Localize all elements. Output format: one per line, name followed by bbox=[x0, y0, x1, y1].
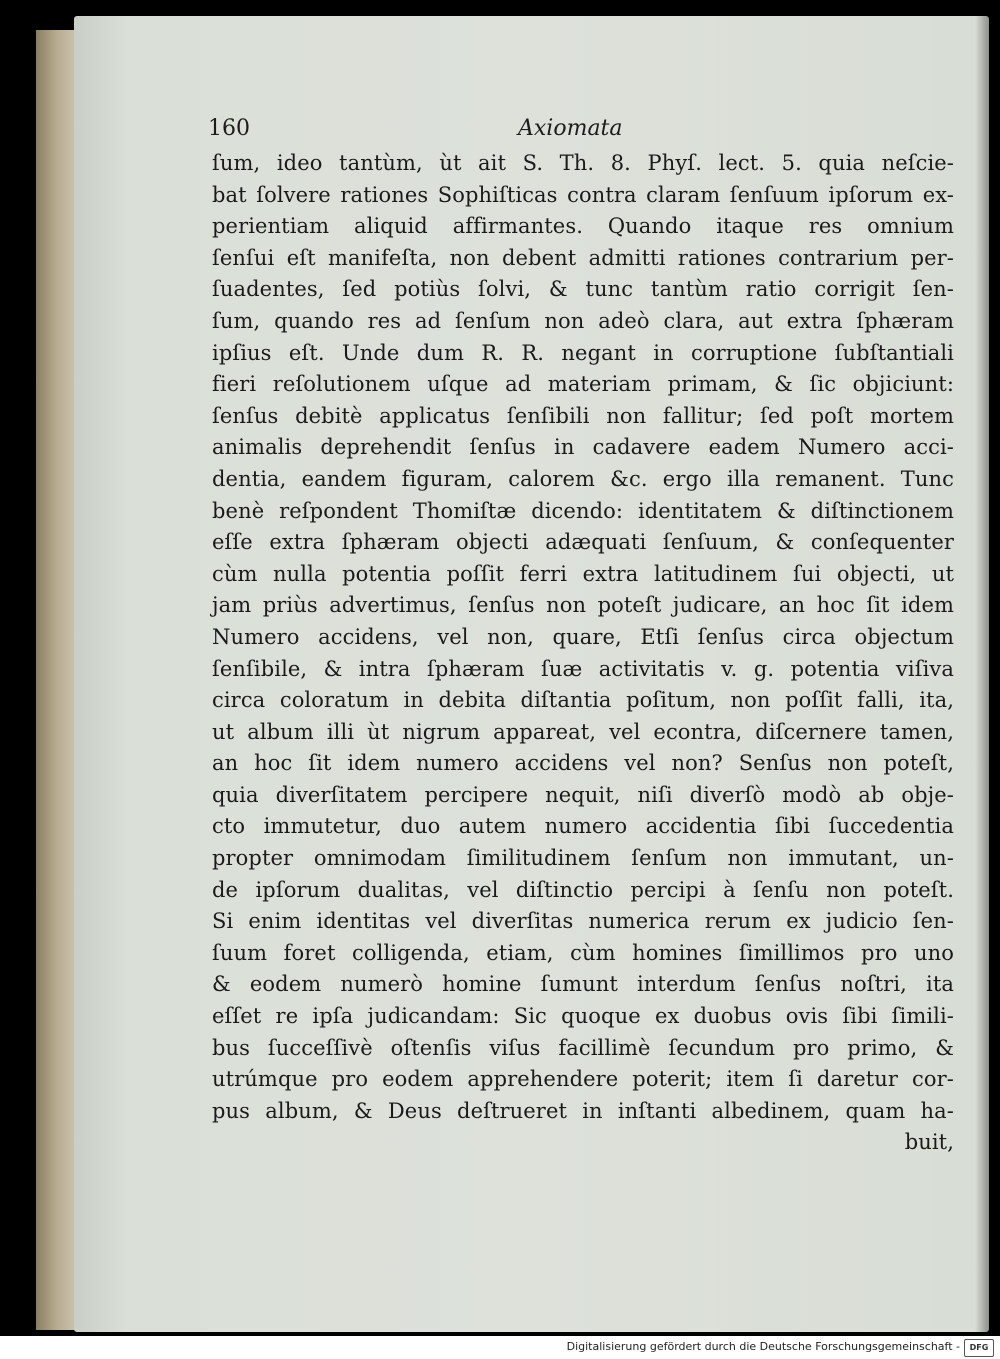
text-line: ſum, quando res ad ſenſum non adeò clara, aut extra ſphæram bbox=[212, 308, 954, 333]
page-gutter-shadow bbox=[975, 16, 989, 1332]
text-line: cto immutetur, duo autem numero accidentia ſibi ſuccedentia bbox=[212, 814, 954, 839]
funding-notice: Digitalisierung gefördert durch die Deutsche Forschungsgemeinschaft - bbox=[566, 1340, 960, 1353]
catchword: buit, bbox=[904, 1130, 954, 1155]
body-text bbox=[212, 148, 954, 1159]
text-line: ſum, ideo tantùm, ùt ait S. Th. 8. Phyſ. lect. 5. quia neſcie- bbox=[212, 151, 954, 175]
text-line: Numero accidens, vel non, quare, Etſi ſenſus circa objectum bbox=[212, 624, 954, 649]
text-line: ſenſui eſt manifeſta, non debent admitti rationes contrarium per- bbox=[212, 245, 954, 270]
text-line: pus album, & Deus deſtrueret in inſtanti albedinem, quam ha- bbox=[212, 1098, 954, 1123]
text-line: propter omnimodam ſimilitudinem ſenſum non immutant, un- bbox=[212, 846, 954, 871]
text-line: bus ſucceſſivè oſtenſis viſus facillimè ſecundum pro primo, & bbox=[212, 1035, 954, 1060]
running-title: Axiomata bbox=[518, 116, 623, 141]
text-line: ſenſibile, & intra ſphæram ſuæ activitatis v. g. potentia viſiva bbox=[212, 656, 954, 681]
text-line: & eodem numerò homine ſumunt interdum ſenſus noſtri, ita bbox=[212, 972, 954, 997]
text-line: ut album illi ùt nigrum appareat, vel econtra, diſcernere tamen, bbox=[212, 719, 954, 744]
text-line: perientiam aliquid affirmantes. Quando itaque res omnium bbox=[212, 214, 954, 239]
text-line: animalis deprehendit ſenſus in cadavere eadem Numero acci- bbox=[212, 435, 954, 460]
text-line: Si enim identitas vel diverſitas numerica rerum ex judicio ſen- bbox=[212, 909, 954, 934]
text-line: ipſius eſt. Unde dum R. R. negant in corruptione ſubſtantiali bbox=[212, 340, 954, 365]
text-line: cùm nulla potentia poſſit ferri extra latitudinem ſui objecti, ut bbox=[212, 561, 954, 586]
digitization-footer bbox=[0, 1336, 1000, 1359]
text-line: eſſe extra ſphæram objecti adæquati ſenſuum, & conſequenter bbox=[212, 530, 954, 555]
text-line: jam priùs advertimus, ſenſus non poteſt judicare, an hoc ſit idem bbox=[212, 593, 954, 618]
text-line: utrúmque pro eodem apprehendere poterit; item ſi daretur cor- bbox=[212, 1067, 954, 1092]
text-line: fieri reſolutionem uſque ad materiam primam, & ſic objiciunt: bbox=[212, 372, 954, 397]
text-line: circa coloratum in debita diſtantia poſitum, non poſſit falli, ita, bbox=[212, 688, 954, 713]
page-number: 160 bbox=[208, 116, 250, 141]
text-line: an hoc ſit idem numero accidens vel non? Senſus non poteſt, bbox=[212, 751, 954, 776]
text-line: ſenſus debitè applicatus ſenſibili non fallitur; ſed poſt mortem bbox=[212, 403, 954, 428]
text-line: benè reſpondent Thomiſtæ dicendo: identitatem & diſtinctionem bbox=[212, 498, 954, 523]
text-line: dentia, eandem figuram, calorem &c. ergo illa remanent. Tunc bbox=[212, 466, 954, 491]
text-line: bat ſolvere rationes Sophiſticas contra claram ſenſuum ipſorum ex- bbox=[212, 182, 954, 207]
text-line: eſſet re ipſa judicandam: Sic quoque ex duobus ovis ſibi ſimili- bbox=[212, 1004, 954, 1029]
text-line: quia diverſitatem percipere nequit, niſi diverſò modò ab obje- bbox=[212, 782, 954, 807]
text-line: ſuadentes, ſed potiùs ſolvi, & tunc tantùm ratio corrigit ſen- bbox=[212, 277, 954, 302]
dfg-logo: DFG bbox=[964, 1339, 994, 1357]
page-header bbox=[208, 116, 968, 146]
text-line: de ipſorum dualitas, vel diſtinctio percipi à ſenſu non poteſt. bbox=[212, 877, 954, 902]
text-line: ſuum foret colligenda, etiam, cùm homines ſimillimos pro uno bbox=[212, 940, 954, 965]
